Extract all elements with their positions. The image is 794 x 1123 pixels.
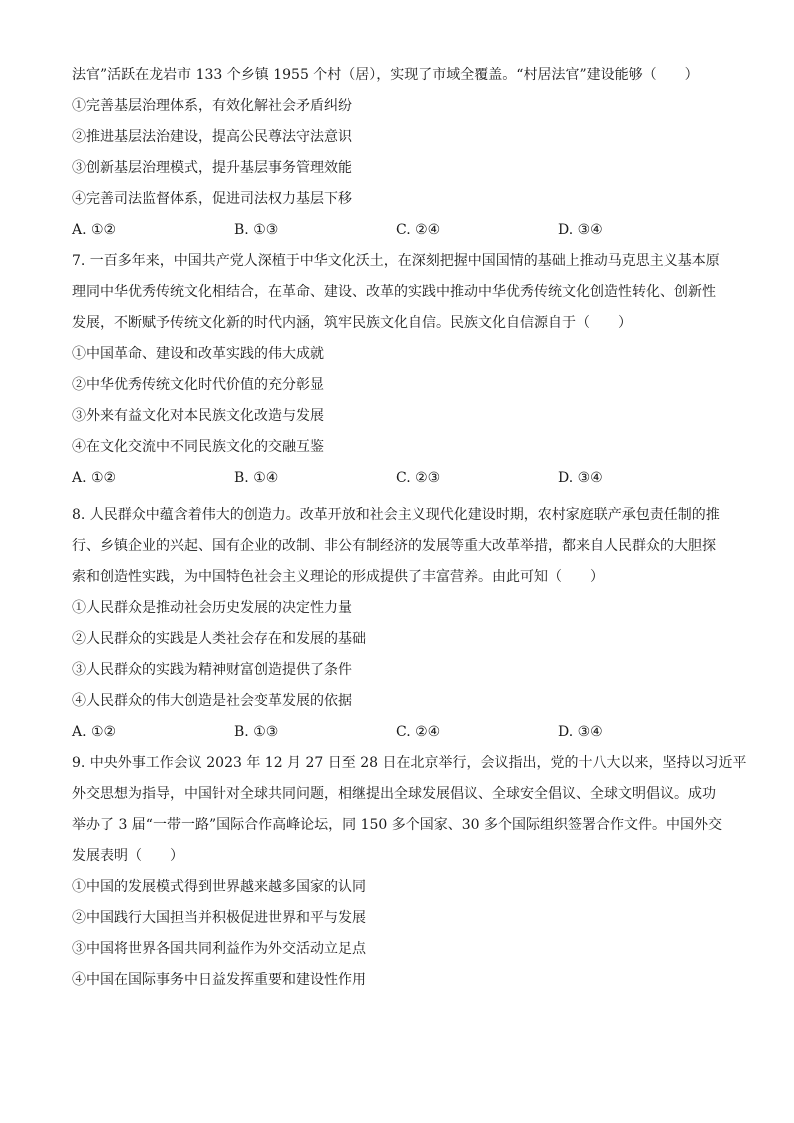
question-stem-line: 发展，不断赋予传统文化新的时代内涵，筑牢民族文化自信。民族文化自信源自于（ ） — [72, 315, 632, 331]
question-stem-line: 理同中华优秀传统文化相结合，在革命、建设、改革的实践中推动中华优秀传统文化创造性转化、创新性 — [72, 284, 716, 300]
option-b: B. ①③ — [234, 222, 279, 238]
exam-page — [72, 60, 747, 996]
option-d: D. ③④ — [558, 470, 603, 486]
question-8 — [72, 500, 722, 748]
question-stem-line: 7. 一百多年来，中国共产党人深植于中华文化沃土，在深刻把握中国国情的基础上推动马克思主义基本原 — [72, 253, 720, 269]
statement-item: ②人民群众的实践是人类社会存在和发展的基础 — [72, 631, 366, 647]
statement-item: ③人民群众的实践为精神财富创造提供了条件 — [72, 662, 352, 678]
option-a: A. ①② — [72, 724, 117, 740]
question-7 — [72, 246, 722, 494]
statement-item: ①中国革命、建设和改革实践的伟大成就 — [72, 346, 324, 362]
option-b: B. ①③ — [234, 724, 279, 740]
answer-options — [72, 215, 722, 246]
question-stem-line: 索和创造性实践，为中国特色社会主义理论的形成提供了丰富营养。由此可知（ ） — [72, 569, 604, 585]
question-stem-line: 发展表明（ ） — [72, 848, 184, 864]
question-stem-line: 行、乡镇企业的兴起、国有企业的改制、非公有制经济的发展等重大改革举措，都来自人民群众的大胆探 — [72, 538, 716, 554]
question-6-continued — [72, 60, 722, 246]
option-d: D. ③④ — [558, 724, 603, 740]
statement-item: ②推进基层法治建设，提高公民尊法守法意识 — [72, 129, 352, 145]
statement-item: ①中国的发展模式得到世界越来越多国家的认同 — [72, 879, 366, 895]
statement-item: ②中国践行大国担当并积极促进世界和平与发展 — [72, 910, 366, 926]
option-c: C. ②④ — [396, 222, 441, 238]
statement-item: ④在文化交流中不同民族文化的交融互鉴 — [72, 439, 324, 455]
statement-item: ④中国在国际事务中日益发挥重要和建设性作用 — [72, 972, 366, 988]
option-b: B. ①④ — [234, 470, 279, 486]
answer-options — [72, 717, 722, 748]
question-stem-line: 9. 中央外事工作会议 2023 年 12 月 27 日至 28 日在北京举行，会议指出，党的十八大以来，坚持以习近平 — [72, 755, 747, 771]
statement-item: ④完善司法监督体系，促进司法权力基层下移 — [72, 191, 352, 207]
question-stem: 法官”活跃在龙岩市 133 个乡镇 1955 个村（居），实现了市域全覆盖。“村居法官”建设能够（ ） — [72, 67, 699, 83]
statement-item: ①完善基层治理体系，有效化解社会矛盾纠纷 — [72, 98, 352, 114]
statement-item: ③创新基层治理模式，提升基层事务管理效能 — [72, 160, 352, 176]
option-c: C. ②④ — [396, 724, 441, 740]
answer-options — [72, 463, 722, 494]
option-a: A. ①② — [72, 222, 117, 238]
statement-item: ①人民群众是推动社会历史发展的决定性力量 — [72, 600, 352, 616]
statement-item: ③中国将世界各国共同利益作为外交活动立足点 — [72, 941, 366, 957]
question-stem-line: 外交思想为指导，中国针对全球共同问题，相继提出全球发展倡议、全球安全倡议、全球文明倡议。成功 — [72, 786, 716, 802]
statement-item: ③外来有益文化对本民族文化改造与发展 — [72, 408, 324, 424]
question-stem-line: 8. 人民群众中蕴含着伟大的创造力。改革开放和社会主义现代化建设时期，农村家庭联产承包责任制的推 — [72, 507, 720, 523]
option-a: A. ①② — [72, 470, 117, 486]
option-c: C. ②③ — [396, 470, 441, 486]
statement-item: ④人民群众的伟大创造是社会变革发展的依据 — [72, 693, 352, 709]
statement-item: ②中华优秀传统文化时代价值的充分彰显 — [72, 377, 324, 393]
question-stem-line: 举办了 3 届“一带一路”国际合作高峰论坛，同 150 多个国家、30 多个国际组织签署合作文件。中国外交 — [72, 817, 723, 833]
option-d: D. ③④ — [558, 222, 603, 238]
question-9 — [72, 748, 747, 996]
